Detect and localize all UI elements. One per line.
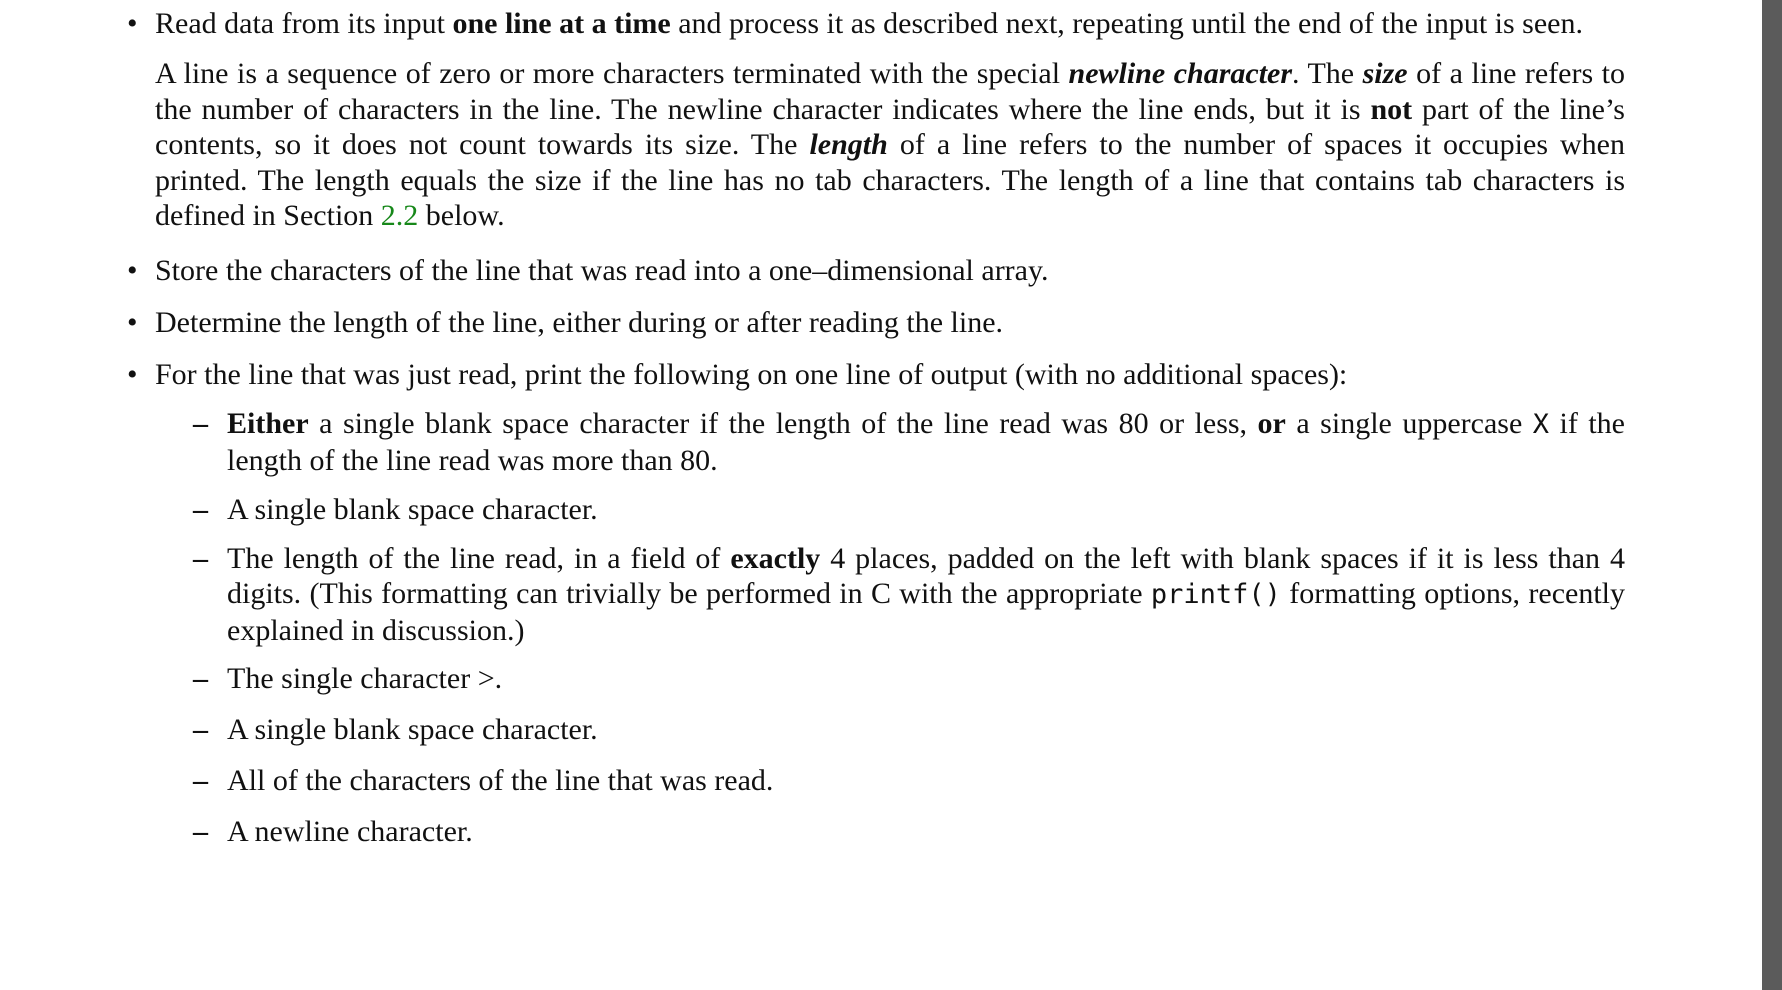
section-link[interactable]: 2.2	[380, 199, 419, 232]
term-length: length	[809, 128, 888, 161]
paragraph	[155, 56, 1625, 234]
text: A line is a sequence of zero or more characters terminated with the special	[155, 57, 1069, 90]
sub-list-item	[193, 659, 1625, 699]
text: The length of the line read, in a field of	[227, 541, 731, 575]
text: Read data from its input	[155, 7, 453, 40]
bold-text: Either	[227, 406, 309, 440]
sub-list-item	[193, 406, 1625, 479]
dash-marker: –	[193, 406, 208, 440]
text: if the length of the line read was more than 80.	[227, 406, 1625, 477]
bullet-marker: •	[127, 7, 138, 40]
sub-list-item	[193, 812, 1625, 852]
list-item	[127, 303, 1625, 343]
text: Store the characters of the line that was read into a one–dimensional array.	[155, 253, 1049, 287]
term-newline-character: newline character	[1068, 57, 1293, 90]
text: part of the line’s contents, so it does not count towards its size. The	[155, 92, 1625, 161]
sub-list-item	[193, 761, 1625, 801]
list-item	[127, 355, 1625, 395]
text: a single blank space character if the length of the line read was 80 or less,	[308, 406, 1258, 440]
dash-marker: –	[193, 541, 208, 575]
bullet-marker: •	[127, 305, 138, 339]
text: A single blank space character.	[227, 492, 598, 526]
term-size: size	[1362, 57, 1408, 90]
text: and process it as described next, repeating until the end of the input is seen.	[670, 7, 1583, 40]
text: 4 places, padded on the left with blank spaces if it is less than 4 digits. (This formatting can trivially be performed in C with the appropriate	[227, 541, 1625, 610]
dash-marker: –	[193, 764, 208, 797]
text: a single uppercase	[1285, 406, 1533, 440]
dash-marker: –	[193, 492, 208, 526]
text: For the line that was just read, print the following on one line of output (with no additional spaces):	[155, 357, 1348, 391]
text: The single character >.	[227, 662, 503, 695]
dash-marker: –	[193, 713, 208, 746]
bold-text: or	[1257, 406, 1286, 440]
vertical-scrollbar[interactable]	[1762, 0, 1782, 990]
text: formatting options, recently explained in discussion.)	[227, 577, 1625, 647]
dash-marker: –	[193, 662, 208, 695]
bold-text: not	[1370, 92, 1413, 126]
inline-code: X	[1532, 408, 1550, 440]
text: below.	[418, 199, 505, 232]
text: of a line refers to the number of spaces it occupies when printed. The length equals the size if the line has no tab characters. The length of a line that contains tab characters is defined in Section	[155, 128, 1625, 232]
sub-list-item	[193, 710, 1625, 750]
list-item	[127, 251, 1625, 291]
text: A newline character.	[227, 815, 473, 848]
inline-code: printf()	[1150, 579, 1281, 610]
text: of a line refers to the number of characters in the line. The newline character indicates where the line ends, but it is	[155, 57, 1625, 126]
text: . The	[1292, 57, 1363, 90]
scroll-track	[1740, 0, 1782, 990]
bullet-marker: •	[127, 357, 138, 391]
dash-marker: –	[193, 815, 208, 848]
text: Determine the length of the line, either during or after reading the line.	[155, 305, 1004, 339]
bold-text: one line at a time	[452, 7, 671, 40]
sub-list-item	[193, 490, 1625, 530]
sub-list-item	[193, 541, 1625, 649]
list-item	[127, 4, 1625, 44]
bold-text: exactly	[730, 541, 821, 575]
text: All of the characters of the line that was read.	[227, 764, 774, 797]
document-content	[127, 0, 1625, 852]
text: A single blank space character.	[227, 713, 598, 746]
bullet-marker: •	[127, 253, 138, 287]
